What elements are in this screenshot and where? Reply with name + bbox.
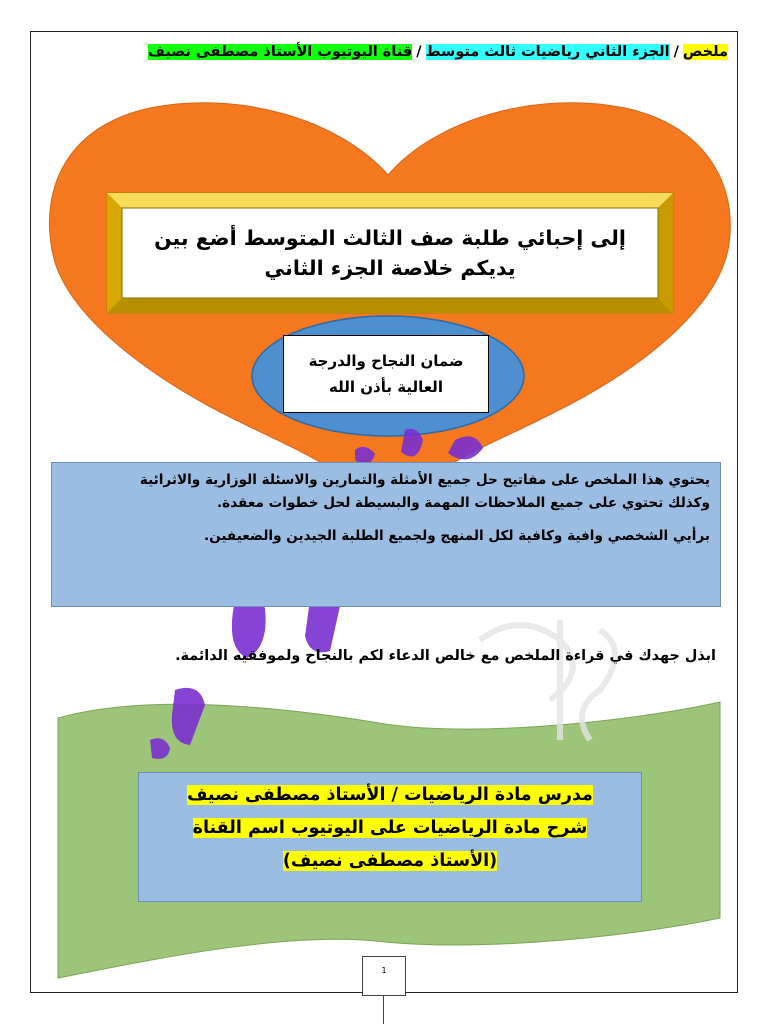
header-separator: / [673,44,679,60]
heart-message-line2: يديكم خلاصة الجزء الثاني [264,256,516,280]
header-part-label: الجزء الثاني رياضيات ثالث متوسط [425,44,670,60]
heart-message-line1: إلى إحبائي طلبة صف الثالث المتوسط أضع بين [154,226,626,250]
teacher-line3: (الأستاذ مصطفى نصيف) [282,851,498,871]
summary-line1: يحتوي هذا الملخص على مفاتيح حل جميع الأمثلة والتمارين والاسئلة الوزارية والاثرائية [139,472,710,488]
summary-description-box [51,462,721,607]
page-number-box [362,956,406,996]
summary-line2: وكذلك تحتوي على جميع الملاحظات المهمة والبسيطة لحل خطوات معقدة. [217,495,710,511]
closing-message: ابذل جهدك في قراءة الملخص مع خالص الدعاء لكم بالنجاح ولموفقيه الدائمة. [175,648,716,664]
success-message-box [283,335,489,413]
page-number: 1 [381,966,387,975]
teacher-info-box [138,772,642,902]
header-separator: / [416,44,422,60]
teacher-line2: شرح مادة الرياضيات على اليوتيوب اسم القناة [192,818,588,838]
success-message-line1: ضمان النجاح والدرجة [308,352,464,370]
header-channel-label: قناة اليوتيوب الأستاذ مصطفى نصيف [147,44,413,60]
page-number-stem [383,996,384,1024]
summary-line3: برأيي الشخصي وافية وكافية لكل المنهج ولجميع الطلبة الجيدين والضعيفين. [203,528,710,544]
success-message-line2: العالية بأذن الله [329,378,443,396]
teacher-line1: مدرس مادة الرياضيات / الأستاذ مصطفى نصيف [187,785,593,805]
header-summary-label: ملخص [682,44,728,60]
heart-message [122,208,658,298]
